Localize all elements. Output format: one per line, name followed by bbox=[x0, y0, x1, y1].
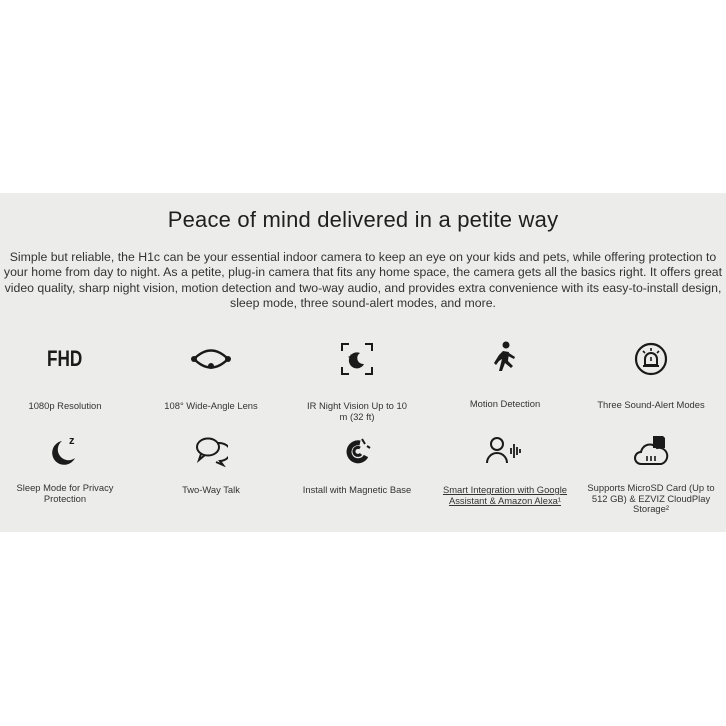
section-description: Simple but reliable, the H1c can be your essential indoor camera to keep an eye on your kids and pets, while offering protection to your home from day to night. As a petite, plug-in camera that fits any home space, the camera gets all the basics right. It offers great video quality, sharp night vision, motion detection and two-way audio, and provides extra convenience with its easy-to-install design, sleep mode, three sound-alert modes, and more. bbox=[3, 250, 723, 311]
feature-label: Install with Magnetic Base bbox=[302, 484, 412, 495]
feature-label: Three Sound-Alert Modes bbox=[597, 399, 705, 410]
motion-detection-icon bbox=[440, 339, 570, 379]
magnetic-base-icon bbox=[292, 431, 422, 471]
feature-label: Two-Way Talk bbox=[182, 484, 240, 495]
feature-label: Sleep Mode for Privacy Protection bbox=[16, 482, 114, 504]
fhd-icon: FHD bbox=[47, 346, 83, 371]
voice-assistant-icon bbox=[440, 431, 570, 471]
section-title: Peace of mind delivered in a petite way bbox=[167, 207, 559, 232]
feature-label: IR Night Vision Up to 10 m (32 ft) bbox=[307, 400, 407, 422]
feature-label: 1080p Resolution bbox=[28, 400, 102, 411]
smart-integration-link[interactable]: Smart Integration with Google Assistant & Amazon Alexa¹ bbox=[442, 484, 568, 506]
siren-alarm-icon bbox=[586, 339, 716, 379]
feature-label: 108° Wide-Angle Lens bbox=[164, 400, 258, 411]
wide-angle-lens-icon bbox=[146, 339, 276, 379]
two-way-talk-icon bbox=[146, 431, 276, 471]
microsd-cloud-icon bbox=[586, 431, 716, 471]
night-vision-icon bbox=[292, 339, 422, 379]
feature-label: Motion Detection bbox=[469, 398, 541, 409]
sleep-mode-icon bbox=[0, 431, 130, 471]
feature-section bbox=[0, 193, 726, 532]
svg-text:z: z bbox=[69, 435, 75, 447]
feature-label: Supports MicroSD Card (Up to 512 GB) & EZVIZ CloudPlay Storage² bbox=[587, 482, 715, 514]
